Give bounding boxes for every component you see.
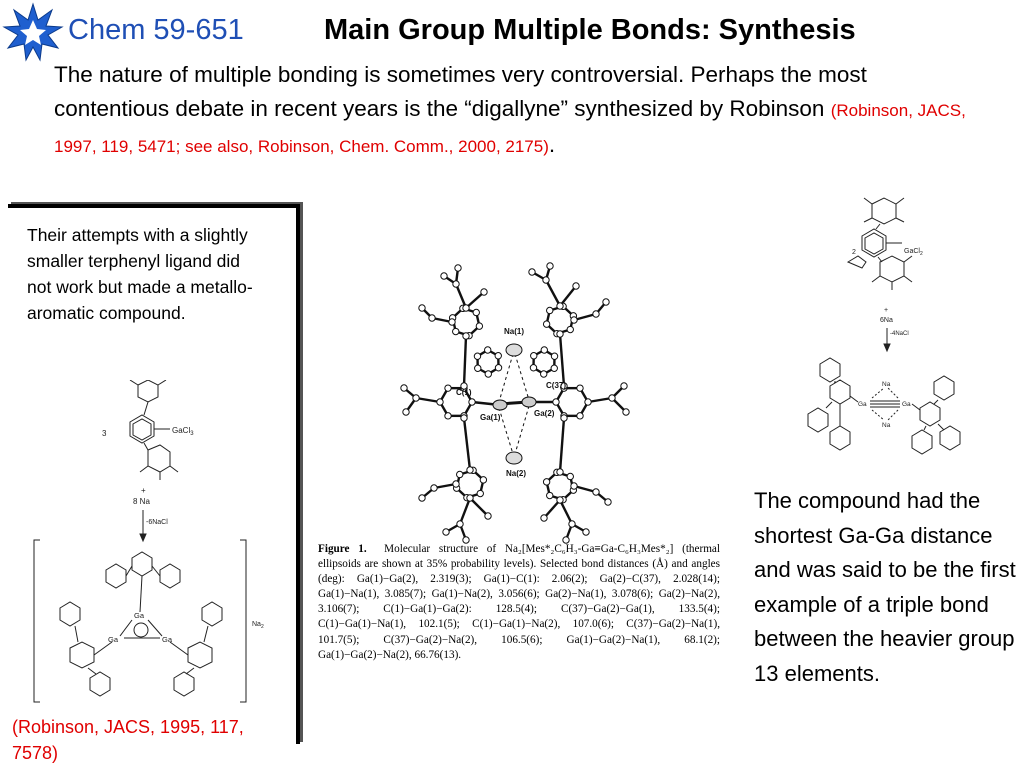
right-na-top: Na [882,381,891,388]
left-reaction-scheme [20,380,290,710]
na1-atom [506,344,522,356]
ortep-carbon-atom [561,415,567,421]
ortep-carbon-atom [571,317,577,323]
ortep-bond [464,336,466,386]
ortep-bond [560,418,564,472]
ortep-carbon-atom [495,353,501,359]
ortep-carbon-atom [485,347,491,353]
ortep-carbon-atom [457,471,463,477]
ortep-carbon-atom [553,399,559,405]
left-panel-text: Their attempts with a slightly smaller terphenyl ligand did not work but made a metallo-aromatic compound. [27,225,253,323]
ortep-carbon-atom [476,323,482,329]
intro-end: . [548,132,556,157]
c37-label: C(37) [546,381,567,390]
ortep-carbon-atom [541,347,547,353]
right-reaction-scheme [800,196,980,472]
ortep-molecular-structure [396,262,636,544]
ortep-carbon-atom [530,365,536,371]
ga2-label: Ga(2) [534,409,555,418]
left-sodium: 8 Na [133,497,150,506]
ortep-carbon-atom [557,331,563,337]
ortep-carbon-atom [543,277,549,283]
ortep-carbon-atom [531,353,537,359]
ortep-carbon-atom [541,371,547,377]
right-na-bottom: Na [882,422,891,429]
ortep-carbon-atom [547,263,553,269]
figure-label: Figure 1. [318,543,367,555]
figure-caption [318,542,720,663]
ortep-carbon-atom [419,495,425,501]
ortep-carbon-atom [621,383,627,389]
ortep-carbon-atom [529,269,535,275]
course-code: Chem 59-651 [68,14,244,46]
ortep-carbon-atom [481,289,487,295]
right-reagent: GaCl$_2$ [904,248,923,257]
ortep-carbon-atom [543,321,549,327]
c1-label: C(1) [456,388,472,397]
ortep-carbon-atom [480,477,486,483]
ortep-carbon-atom [603,299,609,305]
ortep-carbon-atom [449,319,455,325]
intro-citation: (Robinson, JACS, 1997, 119, 5471; see also, Robinson, Chem. Comm., 2000, 2175) [54,101,966,156]
na2-label: Na(2) [506,469,527,478]
terphenyl-gacl2-structure [848,198,912,290]
na1-label: Na(1) [504,327,525,336]
digallyne-ligands [808,358,960,454]
right-byproduct: -4NaCl [890,331,909,337]
ortep-carbon-atom [429,315,435,321]
ortep-bond [560,500,572,524]
ortep-bond [546,280,560,306]
ortep-carbon-atom [477,490,483,496]
right-plus: + [884,307,889,314]
ga3-ligands [60,552,222,696]
left-reagent: GaCl$_3$ [172,426,194,437]
ortep-carbon-atom [557,303,563,309]
university-logo-icon [2,2,64,64]
ortep-carbon-atom [569,521,575,527]
left-coefficient: 3 [102,429,107,438]
ortep-carbon-atom [623,409,629,415]
ortep-bond [464,418,470,470]
slide-title: Main Group Multiple Bonds: Synthesis [324,14,856,46]
ortep-carbon-atom [593,489,599,495]
right-ga-right: Ga [902,401,911,408]
terphenyl-gacl3-structure [130,380,178,480]
intro-text: The nature of multiple bonding is sometimes very controversial. Perhaps the most contentious debate in recent years is the “digallyne” synthesized by Robinson [54,62,867,121]
ortep-carbon-atom [557,469,563,475]
ortep-carbon-atom [413,395,419,401]
figure-caption-text: Molecular structure of Na₂[Mes*₂C₆H₃-Ga≡Ga-C₆H₃Mes*₂] (thermal ellipsoids are shown at 35% probability levels). Selected bond distances (Å) and angles (deg): Ga(1)−Ga(2), 2.319(3); Ga(1)−C(1): 2.06(2); Ga(2)−C(37), 2.028(14); Ga(1)−Na(1), 3.085(7); Ga(1)−Na(2), 3.056(6); Ga(2)−Na(1), 3.078(6); Ga(2)−Na(2), 3.106(7); C(1)−Ga(1)−Ga(2): 128.5(4); C(37)−Ga(2)−Ga(1), 133.5(4); C(1)−Ga(1)−Na(1), 102.1(5); C(1)−Ga(1)−Na(2), 107.0(6); C(37)−Ga(2)−Na(1), 101.7(5); C(37)−Ga(2)−Na(2), 106.5(6); Ga(1)−Ga(2)−Na(1), 68.1(2); Ga(1)−Ga(2)−Na(2), 66.76(13). [318,543,720,661]
ortep-carbon-atom [453,481,459,487]
ortep-carbon-atom [457,521,463,527]
ga3-left-label: Ga [108,635,119,644]
ortep-carbon-atom [495,365,501,371]
ortep-carbon-atom [419,305,425,311]
ortep-carbon-atom [467,467,473,473]
ortep-bond [456,284,466,308]
ortep-carbon-atom [474,353,480,359]
ortep-carbon-atom [453,281,459,287]
ga3-ring [120,620,162,638]
ortep-carbon-atom [547,492,553,498]
right-coefficient: 2 [852,249,856,256]
ortep-carbon-atom [461,415,467,421]
left-panel-citation: (Robinson, JACS, 1995, 117, 7578) [12,717,244,763]
ortep-carbon-atom [453,328,459,334]
ortep-carbon-atom [443,529,449,535]
ortep-bond [460,498,470,524]
ortep-carbon-atom [445,413,451,419]
ga1-label: Ga(1) [480,413,501,422]
ortep-carbon-atom [485,513,491,519]
ortep-carbon-atom [455,265,461,271]
ortep-carbon-atom [401,385,407,391]
left-plus: + [141,486,146,495]
ortep-carbon-atom [403,409,409,415]
ortep-carbon-atom [605,499,611,505]
ortep-carbon-atom [547,307,553,313]
ortep-carbon-atom [593,311,599,317]
left-counter-ion: $Na_2$ [252,621,264,630]
right-caption: The compound had the shortest Ga-Ga distance and was said to be the first example of a triple bond between the heavier group 13 elements. [754,488,1016,686]
ortep-carbon-atom [551,365,557,371]
ortep-carbon-atom [609,395,615,401]
ortep-carbon-atom [577,385,583,391]
intro-paragraph [54,58,984,164]
ortep-carbon-atom [431,485,437,491]
ga1-atom [493,400,507,410]
ortep-carbon-atom [571,483,577,489]
ortep-carbon-atom [475,365,481,371]
ortep-carbon-atom [473,309,479,315]
right-ga-left: Ga [858,401,867,408]
ortep-bond [470,498,488,516]
left-byproduct: -6NaCl [146,519,168,526]
ortep-carbon-atom [445,385,451,391]
ortep-carbon-atom [463,333,469,339]
ga2-atom [522,397,536,407]
ortep-carbon-atom [573,283,579,289]
ortep-carbon-atom [585,399,591,405]
ga3-right-label: Ga [162,635,173,644]
ortep-carbon-atom [567,473,573,479]
ortep-carbon-atom [437,399,443,405]
ortep-carbon-atom [485,371,491,377]
ortep-carbon-atom [567,326,573,332]
right-sodium: 6Na [880,317,893,324]
ortep-carbon-atom [577,413,583,419]
ga3-top-label: Ga [134,611,145,620]
ortep-carbon-atom [441,273,447,279]
ortep-carbon-atom [543,479,549,485]
ortep-carbon-atom [541,515,547,521]
ortep-bond [560,334,564,386]
na2-atom [506,452,522,464]
ortep-carbon-atom [551,353,557,359]
ortep-carbon-atom [469,399,475,405]
ortep-carbon-atom [557,497,563,503]
ortep-carbon-atom [583,529,589,535]
ortep-carbon-atom [467,495,473,501]
ortep-carbon-atom [463,305,469,311]
